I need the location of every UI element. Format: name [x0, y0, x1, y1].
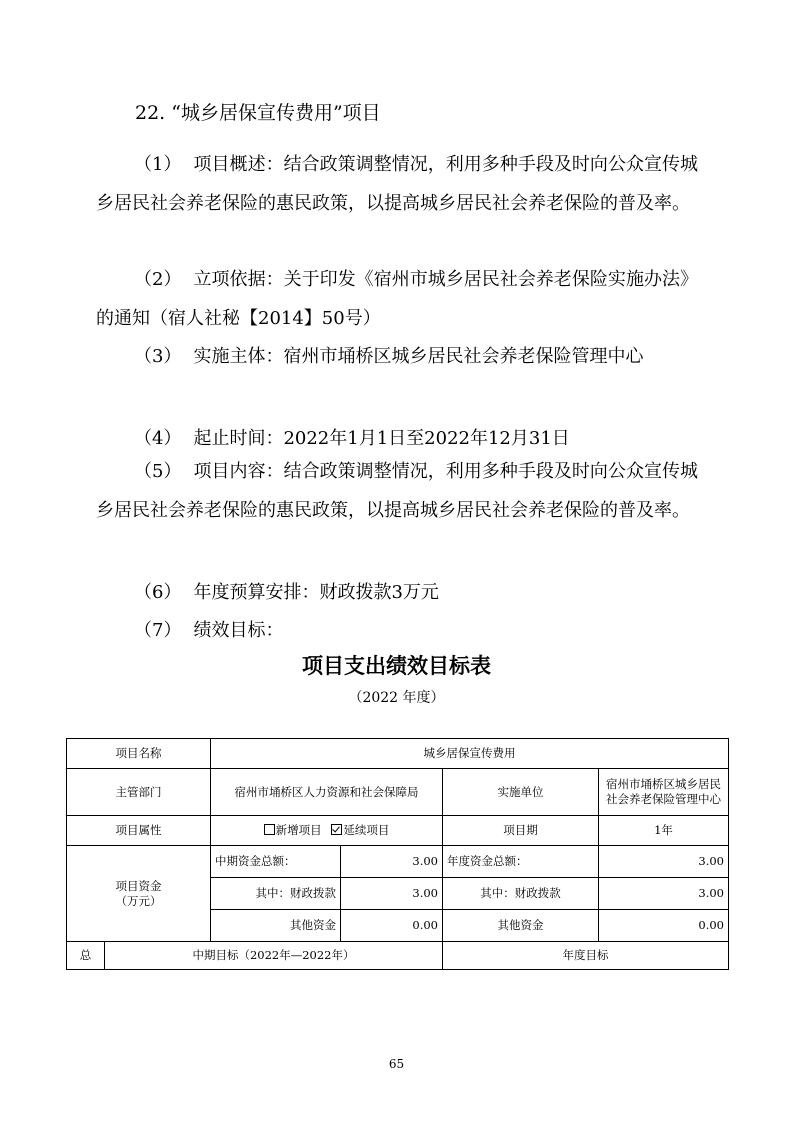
section-heading: 22. “城乡居保宣传费用”项目: [135, 102, 381, 124]
item-1-overview: [96, 146, 698, 223]
item-7-num: （7）: [134, 620, 182, 641]
fund-unit: （万元）: [115, 893, 162, 908]
continued-project-checkbox[interactable]: [331, 824, 342, 835]
item-6-text: 财政拨款3万元: [319, 582, 439, 603]
total-label: 总: [67, 942, 105, 970]
year-other-label: 其他资金: [443, 910, 599, 942]
continued-project-label: 延续项目: [343, 823, 390, 837]
item-1-label: 项目概述：: [193, 154, 284, 175]
mid-other-label: 其他资金: [211, 910, 341, 942]
year-fiscal-value: 3.00: [599, 878, 729, 910]
item-3-entity: [96, 338, 698, 377]
item-2-label: 立项依据：: [193, 269, 284, 290]
year-fiscal-label: 其中：财政拨款: [443, 878, 599, 910]
item-3-num: （3）: [134, 346, 182, 367]
impl-value: 宿州市埇桥区城乡居民社会养老保险管理中心: [599, 769, 729, 816]
project-name-label: 项目名称: [67, 739, 211, 769]
item-3-label: 实施主体：: [193, 346, 284, 367]
table-row: [67, 739, 729, 769]
item-7-goals: [134, 616, 283, 642]
year-total-value: 3.00: [599, 846, 729, 878]
item-5-content: [96, 453, 698, 530]
period-value: 1年: [599, 816, 729, 846]
table-row: [67, 942, 729, 970]
item-6-budget: [134, 578, 439, 604]
mid-fiscal-value: 3.00: [341, 878, 443, 910]
item-6-num: （6）: [134, 582, 182, 603]
year-other-value: 0.00: [599, 910, 729, 942]
item-7-label: 绩效目标：: [193, 620, 284, 641]
item-1-num: （1）: [134, 154, 182, 175]
mid-total-label: 中期资金总额：: [211, 846, 341, 878]
dept-value: 宿州市埇桥区人力资源和社会保障局: [211, 769, 443, 816]
new-project-label: 新增项目: [275, 823, 322, 837]
table-row: [67, 769, 729, 816]
mid-fiscal-label: 其中：财政拨款: [211, 878, 341, 910]
item-2-text: 关于印发《宿州市城乡居民社会养老保险实施办法》的通知（宿人社秘【2014】50号）: [96, 269, 699, 329]
new-project-checkbox[interactable]: [264, 824, 275, 835]
attr-label: 项目属性: [67, 816, 211, 846]
attr-options: [211, 816, 443, 846]
item-5-text: 结合政策调整情况，利用多种手段及时向公众宣传城乡居民社会养老保险的惠民政策，以提高城乡居民社会养老保险的普及率。: [96, 461, 699, 521]
year-total-label: 年度资金总额：: [443, 846, 599, 878]
table-row: [67, 846, 729, 878]
item-5-num: （5）: [134, 461, 182, 482]
dept-label: 主管部门: [67, 769, 211, 816]
item-2-num: （2）: [134, 269, 182, 290]
item-3-text: 宿州市埇桥区城乡居民社会养老保险管理中心: [283, 346, 644, 367]
project-name-value: 城乡居保宣传费用: [211, 739, 729, 769]
item-4-text: 2022年1月1日至2022年12月31日: [283, 428, 570, 449]
mid-other-value: 0.00: [341, 910, 443, 942]
performance-table: [66, 738, 729, 970]
item-4-period: [134, 424, 570, 450]
fund-label: 项目资金: [115, 878, 162, 893]
period-label: 项目期: [443, 816, 599, 846]
table-subtitle: （2022 年度）: [348, 690, 445, 706]
item-6-label: 年度预算安排：: [193, 582, 320, 603]
table-row: [67, 816, 729, 846]
item-2-basis: [96, 261, 698, 338]
fund-label-cell: [67, 846, 211, 942]
item-5-label: 项目内容：: [193, 461, 284, 482]
impl-label: 实施单位: [443, 769, 599, 816]
mid-goal-label: 中期目标（2022年—2022年）: [105, 942, 443, 970]
item-4-num: （4）: [134, 428, 182, 449]
table-title: 项目支出绩效目标表: [302, 654, 491, 678]
year-goal-label: 年度目标: [443, 942, 729, 970]
page-number: 65: [388, 1057, 405, 1071]
item-1-text: 结合政策调整情况，利用多种手段及时向公众宣传城乡居民社会养老保险的惠民政策，以提高城乡居民社会养老保险的普及率。: [96, 154, 699, 214]
mid-total-value: 3.00: [341, 846, 443, 878]
item-4-label: 起止时间：: [193, 428, 284, 449]
